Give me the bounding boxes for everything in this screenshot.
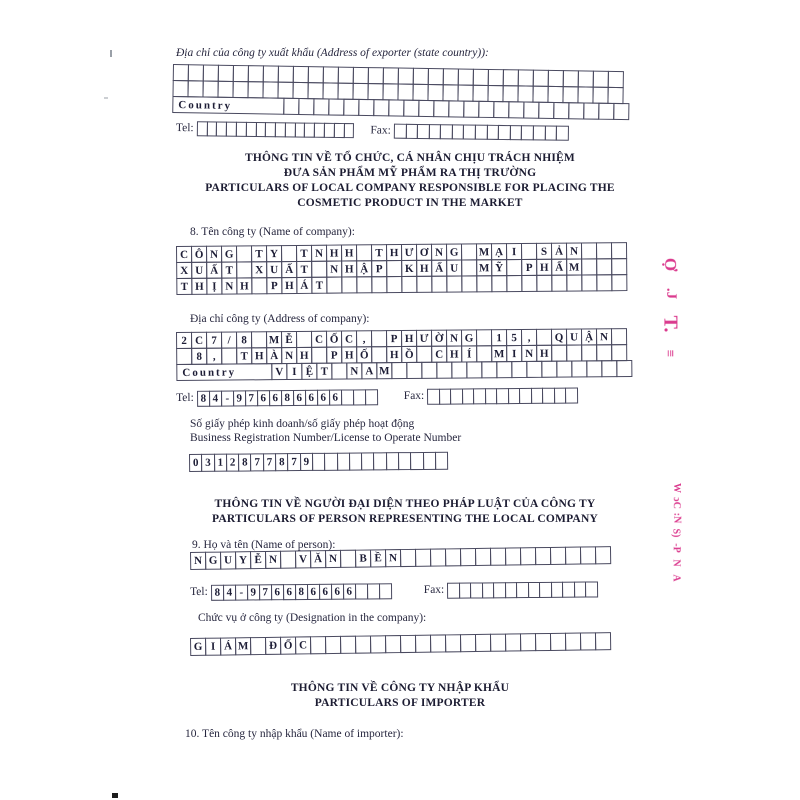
person-tel-label: Tel: xyxy=(190,585,208,598)
company-address-label: Địa chỉ công ty (Address of company): xyxy=(190,313,370,325)
person-title-vi: THÔNG TIN VỀ NGƯỜI ĐẠI DIỆN THEO PHÁP LUẬT CỦA CÔNG TY xyxy=(214,498,596,510)
company-address-grid: 2 C 7 / 8 M Ễ C Ố C , P H Ư Ờ N G 1 5 , Q U Ậ N 8 , T H À N H P H Ố H Ồ C H Í M I N H Country V I Ệ T N A M xyxy=(176,328,632,381)
exporter-fax-label: Fax: xyxy=(370,124,391,137)
designation-label: Chức vụ ở công ty (Designation in the company): xyxy=(198,612,427,624)
stamp-glyph: W xyxy=(670,483,682,493)
stamp-glyph: A xyxy=(670,574,682,582)
person-fax-grid xyxy=(447,581,598,598)
person-fax-label: Fax: xyxy=(423,583,445,596)
exporter-address-grid: Country xyxy=(172,64,630,120)
stamp-glyph: S) xyxy=(670,528,682,538)
person-tel-grid: 8 4 - 9 7 6 6 8 6 6 6 6 xyxy=(211,583,392,601)
designation-grid: G I Á M Đ Ố C xyxy=(190,632,611,656)
company-tel-grid: 8 4 - 9 7 6 6 8 6 6 6 6 xyxy=(197,389,378,407)
company-title-vi-2: ĐƯA SẢN PHẨM MỸ PHẨM RA THỊ TRƯỜNG xyxy=(283,167,537,179)
person-tel-fax-row xyxy=(190,581,598,601)
stamp-glyph: ≡ xyxy=(662,349,678,358)
company-tel-fax-row xyxy=(176,387,578,407)
license-label-vi: Số giấy phép kinh doanh/số giấy phép hoạt động xyxy=(190,418,415,430)
company-section-title xyxy=(160,151,660,211)
exporter-address-label: Địa chỉ của công ty xuất khẩu (Address of exporter (state country)): xyxy=(176,47,489,59)
company-fax-label: Fax: xyxy=(403,389,425,403)
license-label-en: Business Registration Number/License to Operate Number xyxy=(190,432,462,444)
stamp-fragment-upper xyxy=(659,256,682,360)
company-title-vi-1: THÔNG TIN VỀ TỔ CHỨC, CÁ NHÂN CHỊU TRÁCH NHIỆM xyxy=(245,152,575,164)
stamp-glyph: :N xyxy=(670,512,682,524)
stamp-glyph: N xyxy=(670,559,682,567)
exporter-tel-grid xyxy=(197,121,355,138)
stamp-glyph: T. xyxy=(659,315,682,333)
stamp-glyph: -P xyxy=(670,543,682,553)
stamp-glyph: .J xyxy=(662,287,679,300)
company-fax-grid xyxy=(427,387,578,404)
importer-name-label: 10. Tên công ty nhập khẩu (Name of importer): xyxy=(185,728,404,740)
person-name-label: 9. Họ và tên (Name of person): xyxy=(192,539,336,551)
exporter-tel-label: Tel: xyxy=(175,121,194,135)
company-title-en-1: PARTICULARS OF LOCAL COMPANY RESPONSIBLE FOR PLACING THE xyxy=(205,182,615,194)
stamp-glyph: Ợ xyxy=(660,257,680,272)
stamp-fragment-lower xyxy=(670,483,682,583)
company-tel-label: Tel: xyxy=(176,391,194,404)
importer-title-en: PARTICULARS OF IMPORTER xyxy=(314,697,486,709)
exporter-tel-fax-row xyxy=(176,121,569,141)
company-title-en-2: COSMETIC PRODUCT IN THE MARKET xyxy=(297,197,523,209)
scan-speck xyxy=(112,793,118,798)
importer-section-title xyxy=(150,681,650,711)
scan-tick xyxy=(104,97,108,99)
stamp-glyph: ɔC xyxy=(670,497,682,509)
exporter-fax-grid xyxy=(394,124,569,141)
registration-number-grid: 0 3 1 2 8 7 7 8 7 9 xyxy=(189,452,448,472)
person-title-en: PARTICULARS OF PERSON REPRESENTING THE LOCAL COMPANY xyxy=(212,513,598,525)
scan-tick xyxy=(110,50,112,57)
person-name-grid: N G U Y Ễ N V Ă N B Ề N xyxy=(190,546,611,570)
importer-title-vi: THÔNG TIN VỀ CÔNG TY NHẬP KHẨU xyxy=(290,682,510,694)
company-name-grid: C Ô N G T Y T N H H T H Ư Ơ N G M Ạ I S Ả N X U Ấ T X U Ấ T N H Ậ P K H Ẩ U M Ỹ P H Ẩ M T H Ị N H P H Á T xyxy=(176,242,627,295)
person-section-title xyxy=(150,497,660,527)
company-name-label: 8. Tên công ty (Name of company): xyxy=(190,226,355,238)
